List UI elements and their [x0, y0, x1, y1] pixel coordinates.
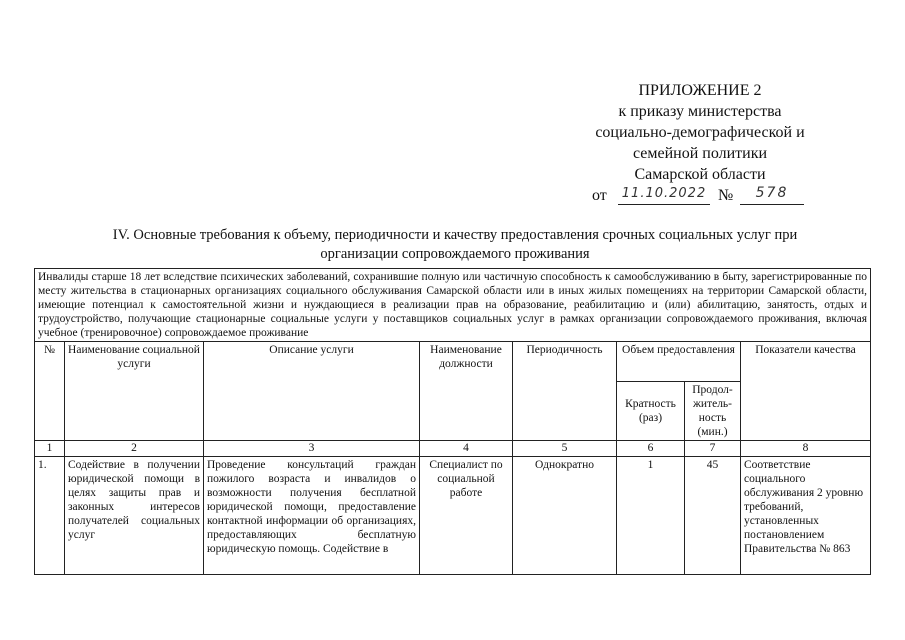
row-num: 1. — [35, 457, 65, 575]
header-multiplicity: Кратность (раз) — [617, 382, 685, 441]
column-number: 6 — [617, 441, 685, 457]
row-periodicity: Однократно — [513, 457, 617, 575]
row-description: Проведение консультаций граждан пожилого возраста и инвалидов о возможности получения бесплатной юридической помощи, предоставление контактной информации об организациях, предоставляющих бесплатную юридическую помощь. Содействие в — [204, 457, 420, 575]
section-title-line: организации сопровождаемого проживания — [320, 246, 590, 262]
from-label: от — [592, 187, 607, 204]
row-quality: Соответствие социального обслуживания 2 уровню требований, установленных постановлением Правительства № 863 — [741, 457, 871, 575]
header-service-name: Наименование социальной услуги — [65, 342, 204, 441]
column-number: 5 — [513, 441, 617, 457]
section-title-line: IV. Основные требования к объему, периодичности и качеству предоставления срочных социальных услуг при — [112, 227, 798, 243]
header-periodicity: Периодичность — [513, 342, 617, 441]
column-number-row — [35, 441, 871, 457]
header-volume: Объем предоставления — [617, 342, 741, 382]
row-service-name: Содействие в получении юридической помощи в целях защиты прав и законных интересов получателей социальных услуг — [65, 457, 204, 575]
column-number: 7 — [685, 441, 741, 457]
table-caption: Инвалиды старше 18 лет вследствие психических заболеваний, сохранившие полную или частичную способность к самообслуживанию в быту, зарегистрированные по месту жительства в стационарных организациях социального обслуживания Самарской области или в иных жилых помещениях на территории Самарской области, имеющие потенциал к самостоятельной жизни и нуждающиеся в реализации прав на образование, реабилитацию и (или) абилитацию, занятость, отдых и трудоустройство, получающие стационарные социальные услуги у поставщиков социальных услуг в рамках организации сопровождаемого проживания, включая учебное (тренировочное) сопровождаемое проживание — [35, 269, 871, 342]
appendix-line: социально-демографической и — [595, 124, 805, 141]
services-table — [34, 268, 871, 575]
column-number: 3 — [204, 441, 420, 457]
row-multiplicity: 1 — [617, 457, 685, 575]
appendix-line: семейной политики — [632, 145, 768, 162]
order-number-handwritten: 578 — [740, 183, 804, 205]
header-description: Описание услуги — [204, 342, 420, 441]
table-row — [35, 457, 871, 575]
column-number: 2 — [65, 441, 204, 457]
appendix-header — [540, 80, 860, 207]
appendix-line: к приказу министерства — [618, 103, 782, 120]
appendix-title: ПРИЛОЖЕНИЕ 2 — [638, 82, 762, 99]
column-number: 8 — [741, 441, 871, 457]
header-position: Наименование должности — [420, 342, 513, 441]
order-date-number — [540, 185, 860, 207]
section-title — [60, 226, 850, 264]
header-num: № — [35, 342, 65, 441]
column-number: 1 — [35, 441, 65, 457]
column-number: 4 — [420, 441, 513, 457]
order-date-handwritten: 11.10.2022 — [618, 183, 710, 205]
header-quality: Показатели качества — [741, 342, 871, 441]
number-label: № — [718, 187, 734, 204]
row-duration: 45 — [685, 457, 741, 575]
header-duration: Продол-житель-ность (мин.) — [685, 382, 741, 441]
appendix-line: Самарской области — [634, 166, 766, 183]
row-position: Специалист по социальной работе — [420, 457, 513, 575]
